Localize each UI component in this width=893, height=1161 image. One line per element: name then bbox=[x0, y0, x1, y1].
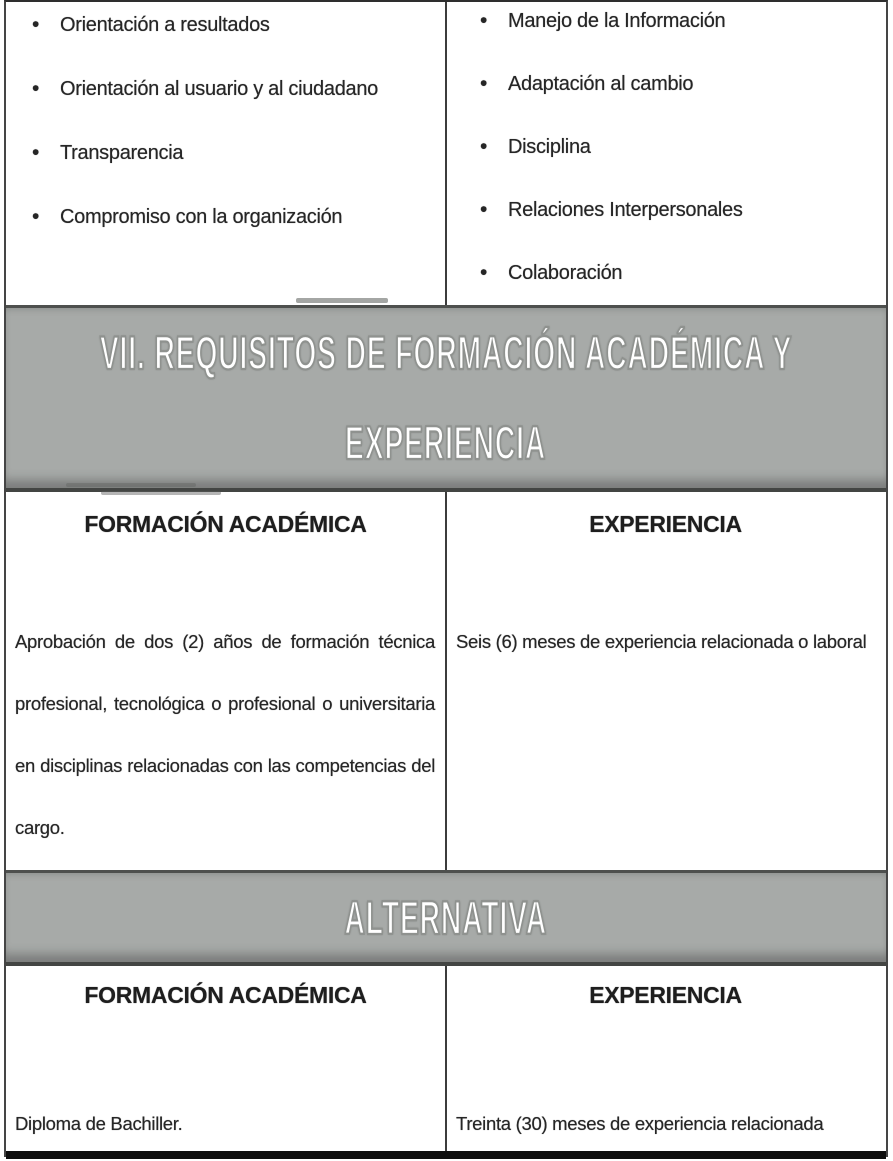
experiencia-cell bbox=[445, 492, 886, 870]
list-item-label: Relaciones Interpersonales bbox=[508, 199, 743, 221]
competencies-column-right bbox=[446, 2, 886, 305]
list-item-label: Adaptación al cambio bbox=[508, 73, 694, 95]
scan-artifact bbox=[296, 298, 388, 303]
list-item bbox=[32, 199, 446, 235]
bullet-icon: • bbox=[480, 261, 488, 284]
bullet-icon: • bbox=[32, 141, 40, 164]
competencies-section bbox=[6, 2, 886, 305]
list-item-label: Orientación a resultados bbox=[60, 14, 270, 36]
requisitos-table bbox=[6, 492, 886, 870]
column-divider bbox=[445, 492, 447, 870]
formacion-academica-text: Aprobación de dos (2) años de formación técnica profesional, tecnológica o profesional o universitaria en disciplinas relacionadas con las competencias del cargo. bbox=[15, 631, 435, 838]
list-item bbox=[480, 66, 886, 102]
bullet-icon: • bbox=[32, 13, 40, 36]
formacion-academica-cell bbox=[6, 492, 445, 870]
list-item-label: Colaboración bbox=[508, 262, 623, 284]
bullet-icon: • bbox=[480, 72, 488, 95]
bullet-icon: • bbox=[480, 198, 488, 221]
column-divider bbox=[445, 2, 447, 305]
list-item bbox=[32, 135, 446, 171]
column-header-formacion: FORMACIÓN ACADÉMICA bbox=[84, 982, 367, 1008]
section-title: EXPERIENCIA bbox=[345, 416, 547, 469]
bullet-icon: • bbox=[480, 135, 488, 158]
bullet-icon: • bbox=[32, 205, 40, 228]
list-item-label: Disciplina bbox=[508, 136, 591, 158]
list-item bbox=[480, 192, 886, 228]
list-item bbox=[480, 129, 886, 165]
competencies-column-left bbox=[6, 2, 446, 305]
column-header-formacion: FORMACIÓN ACADÉMICA bbox=[84, 511, 367, 537]
alternativa-title-band bbox=[6, 870, 886, 966]
bullet-icon: • bbox=[32, 77, 40, 100]
alternativa-table bbox=[6, 966, 886, 1151]
list-item-label: Manejo de la Información bbox=[508, 10, 726, 32]
column-divider bbox=[445, 966, 447, 1151]
experiencia-text: Treinta (30) meses de experiencia relacionada bbox=[456, 1113, 824, 1134]
experiencia-cell bbox=[445, 966, 886, 1151]
list-item-label: Transparencia bbox=[60, 142, 184, 164]
requisitos-title-band bbox=[6, 305, 886, 492]
column-header-experiencia: EXPERIENCIA bbox=[589, 982, 742, 1008]
document-frame bbox=[4, 0, 888, 1157]
scan-artifact bbox=[66, 483, 196, 487]
list-item bbox=[32, 71, 446, 107]
list-item bbox=[480, 3, 886, 39]
list-item-label: Compromiso con la organización bbox=[60, 206, 343, 228]
section-title: VII. REQUISITOS DE FORMACIÓN ACADÉMICA Y bbox=[99, 326, 793, 379]
list-item bbox=[32, 7, 446, 43]
bullet-icon: • bbox=[480, 9, 488, 32]
formacion-academica-cell bbox=[6, 966, 445, 1151]
scan-artifact bbox=[101, 491, 221, 495]
list-item bbox=[480, 255, 886, 291]
experiencia-text: Seis (6) meses de experiencia relacionada o laboral bbox=[456, 631, 867, 652]
section-title: ALTERNATIVA bbox=[344, 890, 548, 944]
bottom-rule bbox=[6, 1151, 886, 1159]
formacion-academica-text: Diploma de Bachiller. bbox=[15, 1113, 183, 1134]
list-item-label: Orientación al usuario y al ciudadano bbox=[60, 78, 378, 100]
column-header-experiencia: EXPERIENCIA bbox=[589, 511, 742, 537]
